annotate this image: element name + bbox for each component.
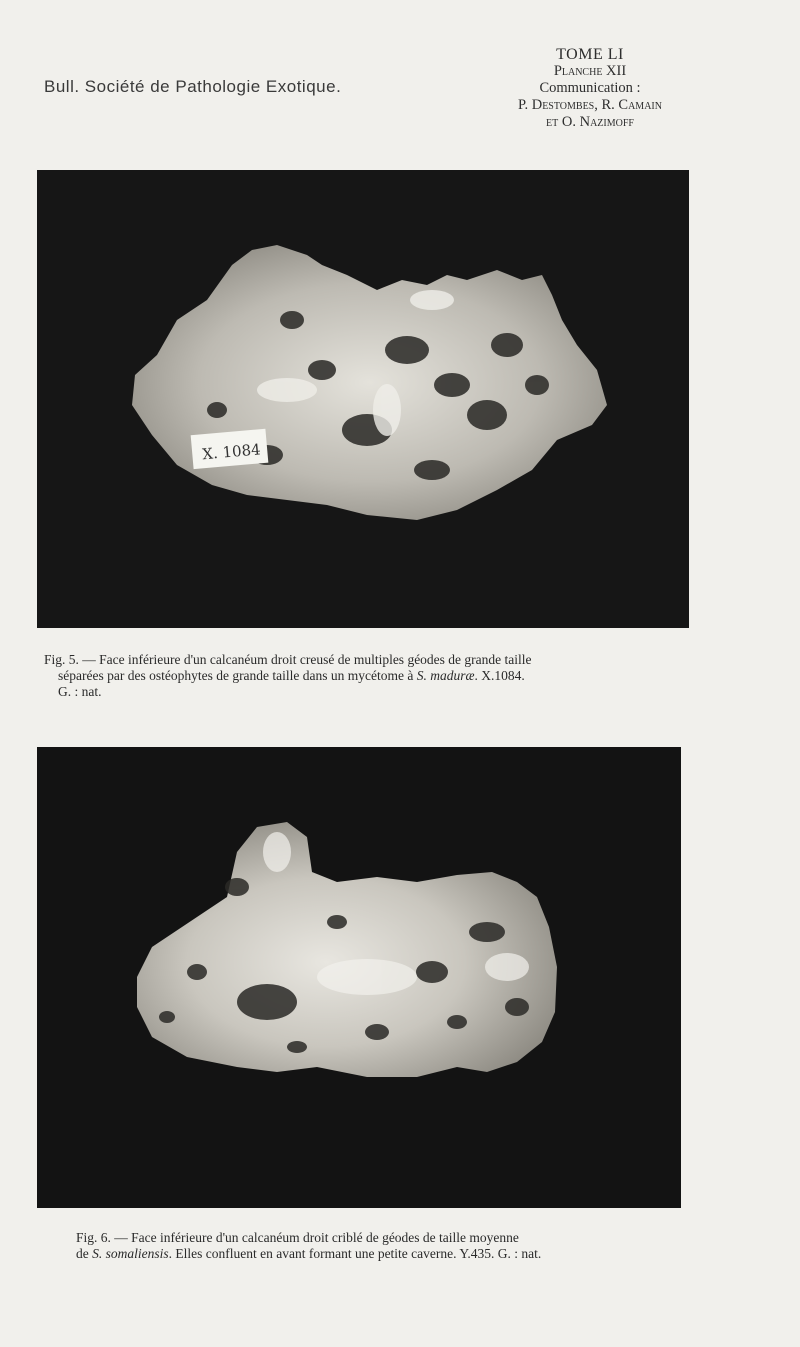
communication-label: Communication :	[539, 80, 641, 96]
figure-6-caption-line1: Fig. 6. — Face inférieure d'un calcanéum droit criblé de géodes de taille moyenne	[76, 1230, 519, 1245]
plate-number: Planche XII	[553, 63, 627, 79]
figure-6-caption-line2: de S. somaliensis. Elles confluent en avant formant une petite caverne. Y.435. G. : nat.	[76, 1246, 542, 1261]
species-name-5: S. maduræ	[416, 668, 475, 683]
figure-5-caption-line3: G. : nat.	[58, 684, 102, 699]
figure-5-caption-line2: séparées par des ostéophytes de grande taille dans un mycétome à S. maduræ. X.1084.	[58, 668, 525, 683]
journal-title: Bull. Société de Pathologie Exotique.	[44, 77, 342, 96]
specimen-label: X. 1084	[201, 440, 262, 464]
figure-5-caption-line1: Fig. 5. — Face inférieure d'un calcanéum droit creusé de multiples géodes de grande taille	[44, 652, 532, 667]
authors-line-1: P. Destombes, R. Camain	[518, 97, 662, 113]
authors-line-2: et O. Nazimoff	[546, 114, 634, 130]
figure-5-caption	[44, 652, 694, 700]
species-name-6: S. somaliensis	[92, 1246, 169, 1261]
figure-5-photo	[37, 170, 689, 628]
figure-6-photo	[37, 747, 681, 1208]
calcaneum-5-image	[37, 170, 689, 628]
calcaneum-6-image	[37, 747, 681, 1208]
plate-info	[470, 46, 710, 131]
figure-6-caption	[76, 1230, 676, 1262]
tome-number: TOME LI	[556, 46, 624, 63]
